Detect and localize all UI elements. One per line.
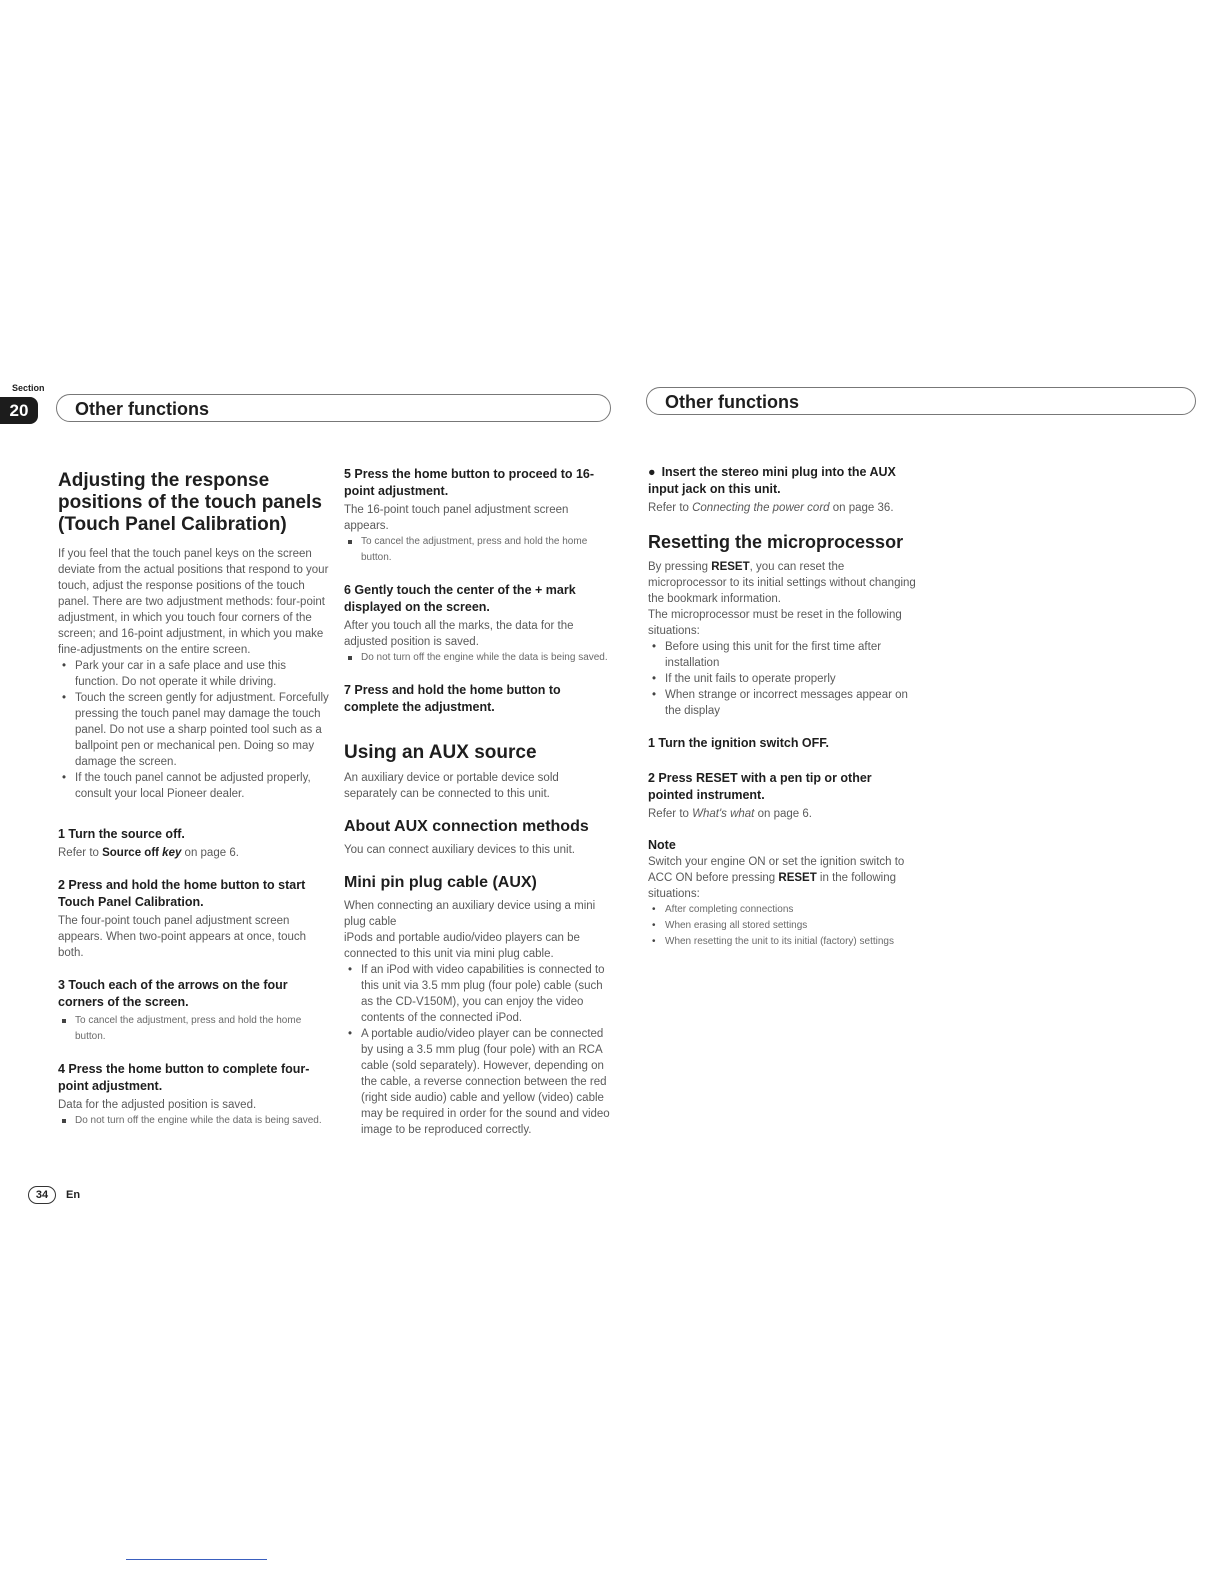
step-7-title: 7 Press and hold the home button to complete the adjustment. — [344, 683, 561, 714]
note-heading: Note — [648, 838, 676, 852]
step-4-title: 4 Press the home button to complete four-point adjustment. — [58, 1062, 310, 1093]
step-5-title: 5 Press the home button to proceed to 16-point adjustment. — [344, 467, 595, 498]
aux-body: An auxiliary device or portable device sold separately can be connected to this unit. — [344, 772, 559, 800]
step-6-body: After you touch all the marks, the data for the adjusted position is saved. — [344, 620, 574, 648]
step-6-note: Do not turn off the engine while the data is being saved. — [344, 650, 614, 666]
mini-body-1: When connecting an auxiliary device using a mini plug cable — [344, 900, 596, 928]
section-label: Section — [12, 383, 45, 393]
heading-mini-pin: Mini pin plug cable (AUX) — [344, 874, 537, 891]
reset-body: By pressing RESET, you can reset the microprocessor to its initial settings without changing the bookmark information. — [648, 561, 916, 605]
step-2-title: 2 Press and hold the home button to start Touch Panel Calibration. — [58, 878, 306, 909]
insert-step-title: ● Insert the stereo mini plug into the AUX input jack on this unit. — [648, 465, 896, 496]
about-body: You can connect auxiliary devices to this unit. — [344, 844, 575, 856]
list-item: • When erasing all stored settings — [648, 918, 918, 934]
mini-body-2: iPods and portable audio/video players can be connected to this unit via mini plug cable. — [344, 932, 580, 960]
list-item: • Before using this unit for the first time after installation — [648, 639, 918, 671]
list-item: • After completing connections — [648, 902, 918, 918]
step-5-body: The 16-point touch panel adjustment screen appears. — [344, 504, 569, 532]
note-body: Switch your engine ON or set the ignition switch to ACC ON before pressing RESET in the following situations: — [648, 856, 905, 900]
reset-step-2-title: 2 Press RESET with a pen tip or other pointed instrument. — [648, 771, 872, 802]
intro-paragraph: If you feel that the touch panel keys on the screen deviate from the actual positions that respond to your touch, adjust the response positions of the touch panel. There are two adjustment methods: four-point adjustment, in which you touch four corners of the screen; and 16-point adjustment, in which you make fine-adjustments on the entire screen. — [58, 548, 329, 656]
step-6-title: 6 Gently touch the center of the + mark displayed on the screen. — [344, 583, 576, 614]
insert-ref: Refer to Connecting the power cord on page 36. — [648, 502, 894, 514]
step-2-body: The four-point touch panel adjustment screen appears. When two-point appears at once, touch both. — [58, 915, 307, 959]
column-left — [58, 470, 330, 1129]
list-item: • If the touch panel cannot be adjusted properly, consult your local Pioneer dealer. — [58, 770, 330, 802]
page-number: 34 — [28, 1186, 56, 1204]
list-item: • When resetting the unit to its initial (factory) settings — [648, 934, 918, 950]
reset-bullet-list — [648, 639, 918, 719]
list-item: • When strange or incorrect messages appear on the display — [648, 687, 918, 719]
step-4-body: Data for the adjusted position is saved. — [58, 1099, 257, 1111]
list-item: • A portable audio/video player can be connected by using a 3.5 mm plug (four pole) with an RCA cable (sold separately). However, depending on the cable, a reverse connection between the red (right side audio) cable and yellow (video) cable may be required in order for the sound and video image to be reproduced correctly. — [344, 1026, 614, 1138]
heading-aux-source: Using an AUX source — [344, 742, 537, 763]
heading-touch-calibration: Adjusting the response positions of the touch panels (Touch Panel Calibration) — [58, 470, 322, 535]
list-item: • If the unit fails to operate properly — [648, 671, 918, 687]
column-middle — [344, 466, 614, 1138]
page-header-left: Other functions — [56, 394, 611, 422]
step-1-ref: Refer to Source off key on page 6. — [58, 847, 239, 859]
note-bullet-list — [648, 902, 918, 950]
language-code: En — [66, 1189, 81, 1201]
heading-aux-methods: About AUX connection methods — [344, 818, 589, 835]
step-5-note: To cancel the adjustment, press and hold the home button. — [344, 534, 614, 566]
section-number-badge: 20 — [0, 397, 38, 424]
step-4-note: Do not turn off the engine while the data is being saved. — [58, 1113, 330, 1129]
step-1-title: 1 Turn the source off. — [58, 827, 185, 841]
step-3-title: 3 Touch each of the arrows on the four corners of the screen. — [58, 978, 288, 1009]
bottom-rule — [126, 1559, 267, 1560]
list-item: • Park your car in a safe place and use this function. Do not operate it while driving. — [58, 658, 330, 690]
list-item: • If an iPod with video capabilities is connected to this unit via 3.5 mm plug (four pole) cable (such as the CD-V150M), you can enjoy the video contents of the connected iPod. — [344, 962, 614, 1026]
heading-reset-microprocessor: Resetting the microprocessor — [648, 532, 904, 552]
reset-step-2-ref: Refer to What's what on page 6. — [648, 808, 812, 820]
precaution-list — [58, 658, 330, 802]
column-right — [648, 464, 918, 950]
reset-step-1-title: 1 Turn the ignition switch OFF. — [648, 736, 830, 750]
mini-bullet-list — [344, 962, 614, 1138]
reset-body-2: The microprocessor must be reset in the following situations: — [648, 609, 902, 637]
step-3-note: To cancel the adjustment, press and hold the home button. — [58, 1013, 330, 1045]
page-header-right: Other functions — [646, 387, 1196, 415]
list-item: • Touch the screen gently for adjustment. Forcefully pressing the touch panel may damage the touch panel. Do not use a sharp pointed tool such as a ballpoint pen or mechanical pen. Doing so may damage the screen. — [58, 690, 330, 770]
